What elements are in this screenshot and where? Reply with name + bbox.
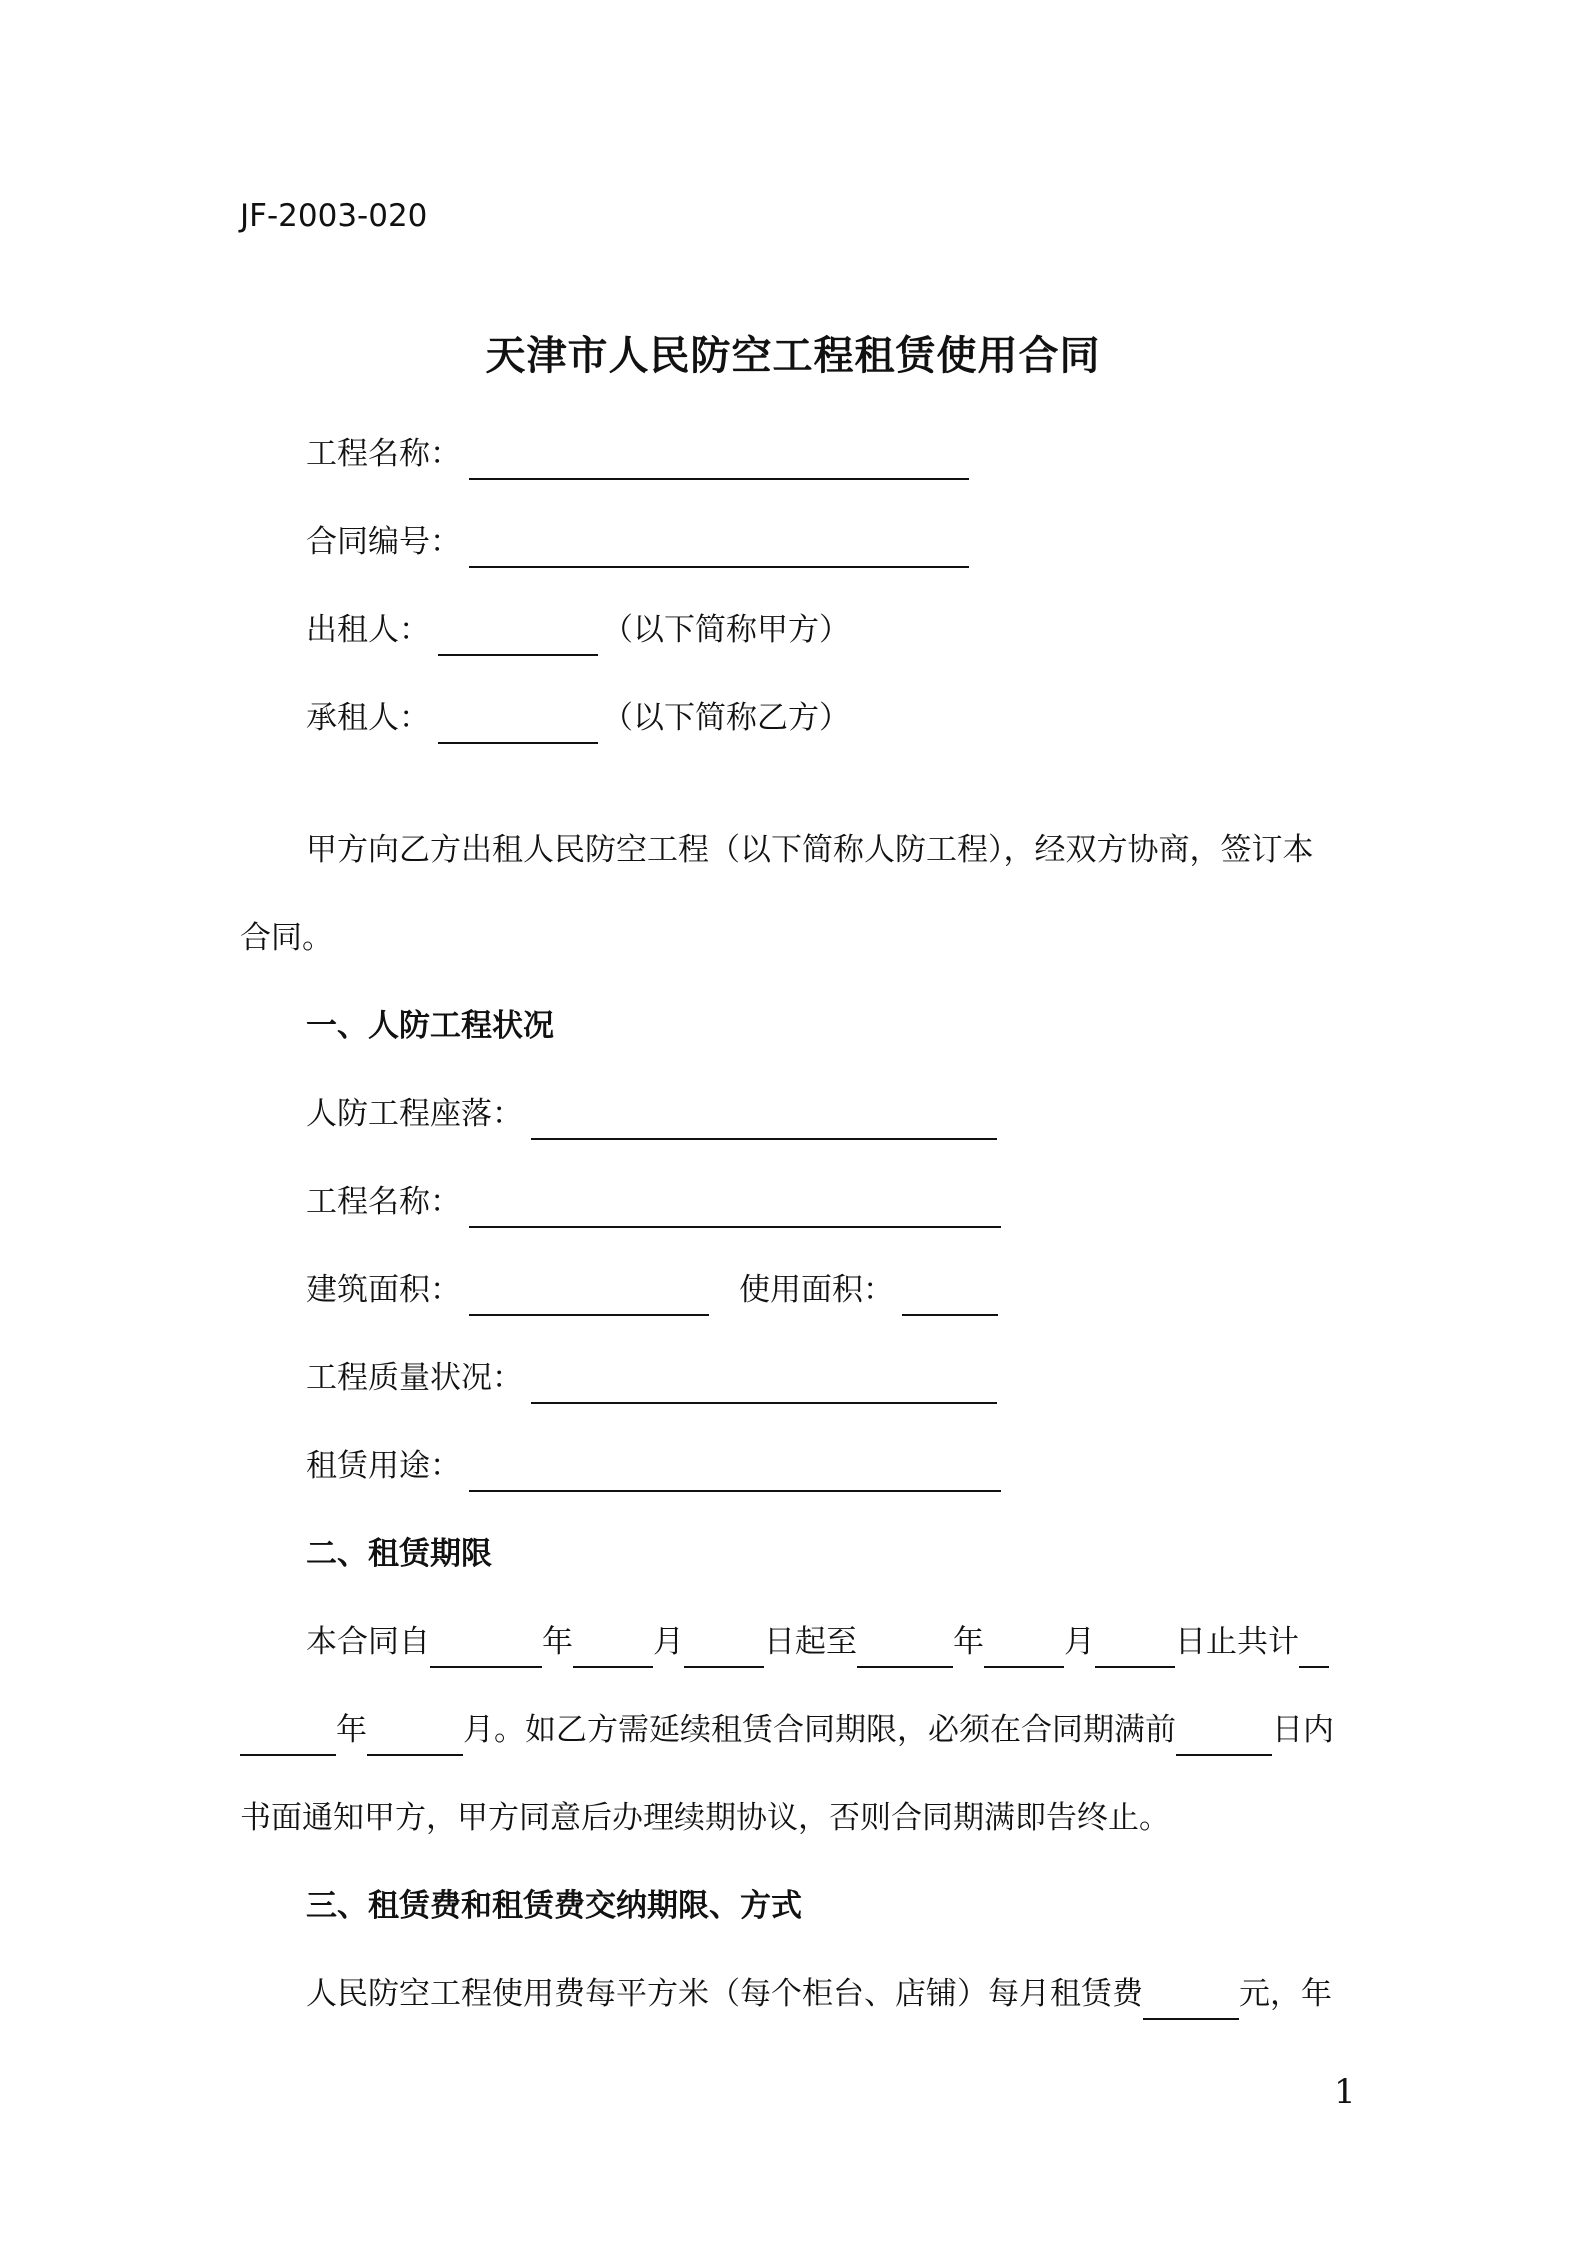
use-area-blank[interactable]	[902, 1278, 998, 1316]
field-label: 建筑面积：	[306, 1272, 461, 1308]
start-month-blank[interactable]	[573, 1630, 653, 1668]
document-title: 天津市人民防空工程租赁使用合同	[485, 333, 1101, 379]
field-label: 使用面积：	[739, 1272, 894, 1308]
field-label: 出租人：	[306, 612, 430, 648]
field-project-name	[306, 432, 969, 476]
heading-text: 二、租赁期限	[306, 1536, 492, 1572]
field-label: 人防工程座落：	[306, 1096, 523, 1132]
intro-text: 合同。	[240, 920, 333, 956]
notice-days-blank[interactable]	[1176, 1718, 1272, 1756]
field-label: 合同编号：	[306, 524, 461, 560]
quality-blank[interactable]	[531, 1366, 997, 1404]
term-text: 日内	[1272, 1712, 1334, 1748]
fee-text: 人民防空工程使用费每平方米（每个柜台、店铺）每月租赁费	[306, 1976, 1143, 2012]
fee-line-1	[306, 1972, 1332, 2016]
field-lessor	[306, 608, 850, 652]
field-label: 承租人：	[306, 700, 430, 736]
field-name	[306, 1180, 1001, 1224]
name-blank[interactable]	[469, 1190, 1001, 1228]
field-location	[306, 1092, 997, 1136]
term-text: 本合同自	[306, 1624, 430, 1660]
heading-text: 三、租赁费和租赁费交纳期限、方式	[306, 1888, 802, 1924]
intro-line-1	[306, 828, 1314, 872]
field-label: 工程名称：	[306, 436, 461, 472]
total-years-blank-cont[interactable]	[240, 1718, 336, 1756]
section-1-heading	[306, 1004, 554, 1048]
end-year-blank[interactable]	[857, 1630, 953, 1668]
fee-text: 元，年	[1239, 1976, 1332, 2012]
term-text: 年	[336, 1712, 367, 1748]
lessor-blank[interactable]	[438, 618, 598, 656]
monthly-fee-blank[interactable]	[1143, 1982, 1239, 2020]
term-text: 月。如乙方需延续租赁合同期限，必须在合同期满前	[463, 1712, 1176, 1748]
heading-text: 一、人防工程状况	[306, 1008, 554, 1044]
page-number: 1	[1334, 2072, 1356, 2112]
total-months-blank[interactable]	[367, 1718, 463, 1756]
start-year-blank[interactable]	[430, 1630, 542, 1668]
term-line-1	[306, 1620, 1329, 1664]
section-2-heading	[306, 1532, 492, 1576]
field-label: 工程质量状况：	[306, 1360, 523, 1396]
section-3-heading	[306, 1884, 802, 1928]
term-line-3	[240, 1796, 1170, 1840]
term-text: 日止共计	[1175, 1624, 1299, 1660]
field-quality	[306, 1356, 997, 1400]
term-text: 日起至	[764, 1624, 857, 1660]
total-years-blank[interactable]	[1299, 1630, 1329, 1668]
term-text: 月	[1064, 1624, 1095, 1660]
build-area-blank[interactable]	[469, 1278, 709, 1316]
field-areas	[306, 1268, 998, 1312]
field-lessee	[306, 696, 850, 740]
project-name-blank[interactable]	[469, 442, 969, 480]
lessee-note: （以下简称乙方）	[602, 700, 850, 736]
term-text: 书面通知甲方，甲方同意后办理续期协议，否则合同期满即告终止。	[240, 1800, 1170, 1836]
lessor-note: （以下简称甲方）	[602, 612, 850, 648]
field-label: 工程名称：	[306, 1184, 461, 1220]
term-line-2	[240, 1708, 1334, 1752]
lessee-blank[interactable]	[438, 706, 598, 744]
location-blank[interactable]	[531, 1102, 997, 1140]
end-month-blank[interactable]	[984, 1630, 1064, 1668]
term-text: 年	[542, 1624, 573, 1660]
purpose-blank[interactable]	[469, 1454, 1001, 1492]
field-purpose	[306, 1444, 1001, 1488]
field-contract-no	[306, 520, 969, 564]
contract-no-blank[interactable]	[469, 530, 969, 568]
end-day-blank[interactable]	[1095, 1630, 1175, 1668]
term-text: 月	[653, 1624, 684, 1660]
term-text: 年	[953, 1624, 984, 1660]
intro-text: 甲方向乙方出租人民防空工程（以下简称人防工程），经双方协商，签订本	[306, 832, 1314, 868]
start-day-blank[interactable]	[684, 1630, 764, 1668]
intro-line-2	[240, 916, 333, 960]
document-code: JF-2003-020	[240, 198, 428, 234]
field-label: 租赁用途：	[306, 1448, 461, 1484]
